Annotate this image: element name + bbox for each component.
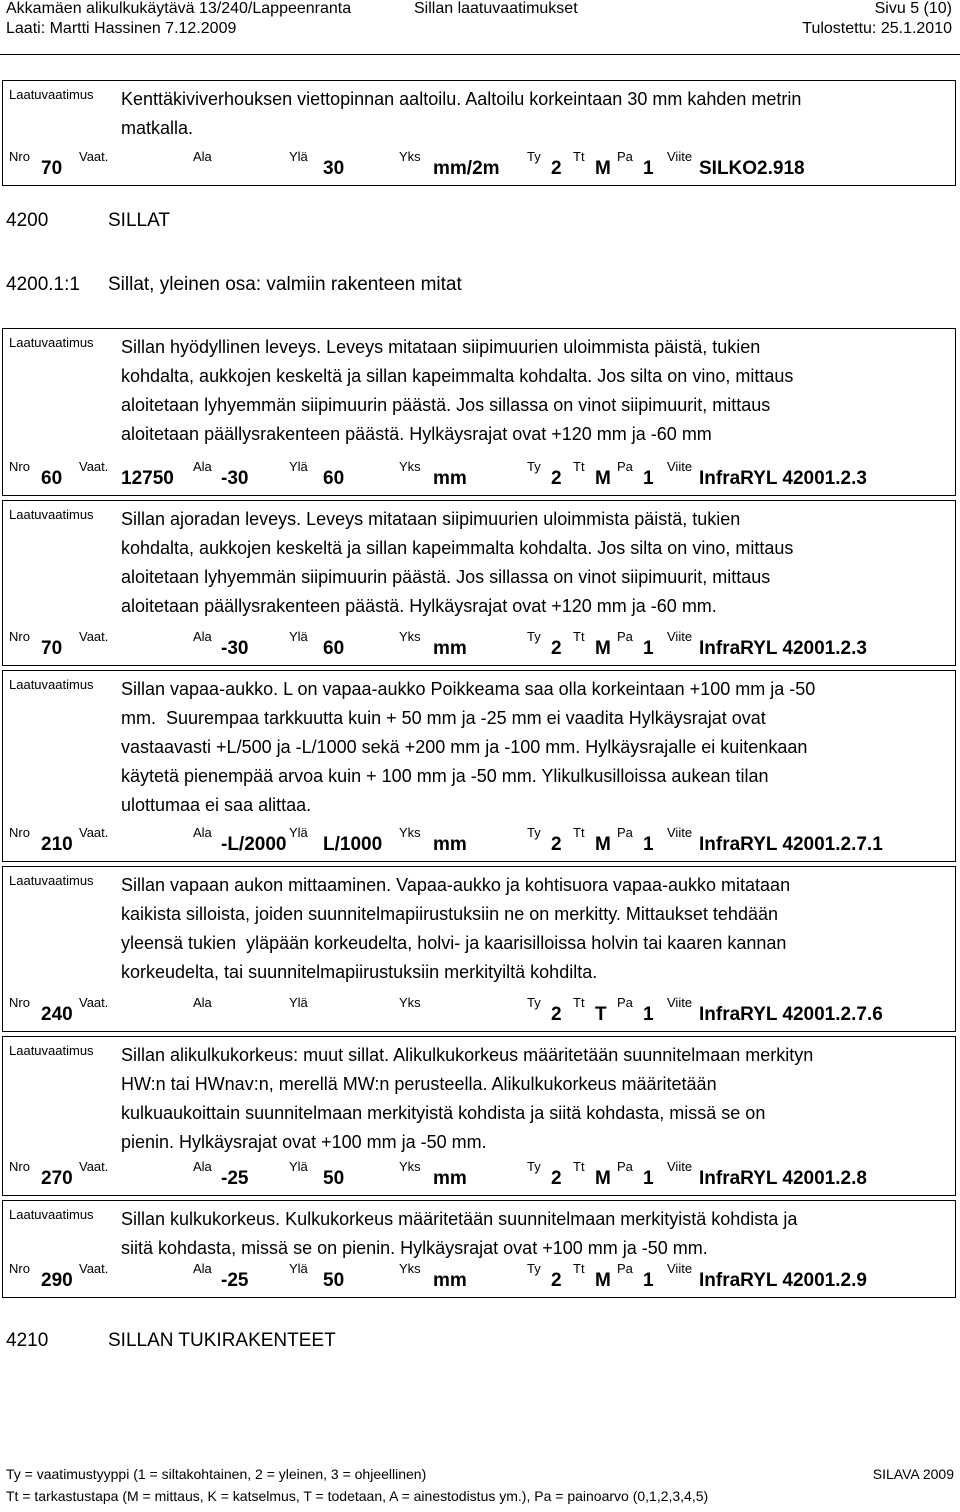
field-label-yks: Yks xyxy=(399,995,421,1010)
requirement-text xyxy=(121,85,949,143)
field-value-tt: M xyxy=(595,468,611,489)
requirement-meta-row xyxy=(3,995,955,1025)
field-value-viite: InfraRYL 42001.2.7.1 xyxy=(699,834,883,855)
field-label-yla: Ylä xyxy=(289,1159,308,1174)
requirement-label: Laatuvaatimus xyxy=(9,507,94,522)
requirement-line: aloitetaan päällysrakenteen päästä. Hylkäysrajat ovat +120 mm ja -60 mm. xyxy=(121,596,717,616)
field-value-yla: 50 xyxy=(323,1168,345,1189)
field-value-tt: M xyxy=(595,158,611,179)
field-label-yks: Yks xyxy=(399,825,421,840)
requirement-block xyxy=(2,866,956,1032)
field-label-pa: Pa xyxy=(617,629,633,644)
field-value-nro: 290 xyxy=(41,1270,73,1291)
field-label-nro: Nro xyxy=(9,149,30,164)
field-label-pa: Pa xyxy=(617,459,633,474)
field-label-vaat: Vaat. xyxy=(79,149,109,164)
field-label-yla: Ylä xyxy=(289,629,308,644)
field-value-yks: mm xyxy=(433,1270,467,1291)
field-label-yla: Ylä xyxy=(289,459,308,474)
field-value-viite: InfraRYL 42001.2.8 xyxy=(699,1168,867,1189)
field-label-yks: Yks xyxy=(399,1261,421,1276)
field-label-tt: Tt xyxy=(573,1159,585,1174)
field-value-ala: -30 xyxy=(221,638,249,659)
requirement-line: mm. Suurempaa tarkkuutta kuin + 50 mm ja -25 mm ei vaadita Hylkäysrajat ovat xyxy=(121,708,766,728)
requirement-line: pienin. Hylkäysrajat ovat +100 mm ja -50 mm. xyxy=(121,1132,487,1152)
field-label-pa: Pa xyxy=(617,1159,633,1174)
field-label-tt: Tt xyxy=(573,149,585,164)
field-label-viite: Viite xyxy=(667,629,693,644)
section-code: 4210 xyxy=(6,1330,49,1351)
field-value-viite: InfraRYL 42001.2.3 xyxy=(699,638,867,659)
field-value-ty: 2 xyxy=(551,834,562,855)
field-value-nro: 60 xyxy=(41,468,63,489)
document-title: Akkamäen alikulkukäytävä 13/240/Lappeenranta xyxy=(6,0,352,17)
field-value-yla: 50 xyxy=(323,1270,345,1291)
requirement-line: kohdalta, aukkojen keskeltä ja sillan kapeimmalta kohdalta. Jos silta on vino, mittaus xyxy=(121,538,794,558)
requirement-line: matkalla. xyxy=(121,118,194,138)
field-value-ty: 2 xyxy=(551,1004,562,1025)
requirement-line: ulottumaa ei saa alittaa. xyxy=(121,795,312,815)
field-value-tt: M xyxy=(595,1270,611,1291)
field-value-ty: 2 xyxy=(551,1168,562,1189)
field-label-ty: Ty xyxy=(527,459,541,474)
requirement-line: aloitetaan päällysrakenteen päästä. Hylkäysrajat ovat +120 mm ja -60 mm xyxy=(121,424,712,444)
field-value-ala: -30 xyxy=(221,468,249,489)
requirement-text xyxy=(121,505,949,621)
field-label-yks: Yks xyxy=(399,1159,421,1174)
field-label-nro: Nro xyxy=(9,459,30,474)
field-label-vaat: Vaat. xyxy=(79,629,109,644)
field-value-vaat: 12750 xyxy=(121,468,174,489)
field-label-vaat: Vaat. xyxy=(79,995,109,1010)
field-label-tt: Tt xyxy=(573,629,585,644)
field-label-pa: Pa xyxy=(617,1261,633,1276)
requirement-line: siitä kohdasta, missä se on pienin. Hylkäysrajat ovat +100 mm ja -50 mm. xyxy=(121,1238,708,1258)
header-rule xyxy=(0,54,960,55)
requirement-line: vastaavasti +L/500 ja -L/1000 sekä +200 mm ja -100 mm. Hylkäysrajalle ei kuitenkaan xyxy=(121,737,808,757)
requirement-block xyxy=(2,1200,956,1298)
print-date: Tulostettu: 25.1.2010 xyxy=(802,20,952,37)
requirement-line: yleensä tukien yläpään korkeudelta, holvi- ja kaarisilloissa holvin tai kaaren kannan xyxy=(121,933,787,953)
field-value-pa: 1 xyxy=(643,1004,654,1025)
field-value-yks: mm xyxy=(433,468,467,489)
requirement-line: korkeudelta, tai suunnitelmapiirustuksiin merkityiltä kohdilta. xyxy=(121,962,598,982)
field-label-ala: Ala xyxy=(193,149,212,164)
field-label-ty: Ty xyxy=(527,1261,541,1276)
field-value-viite: InfraRYL 42001.2.3 xyxy=(699,468,867,489)
field-value-yla: 60 xyxy=(323,468,345,489)
field-value-viite: SILKO2.918 xyxy=(699,158,805,179)
requirement-line: Sillan hyödyllinen leveys. Leveys mitataan siipimuurien uloimmista päistä, tukien xyxy=(121,337,761,357)
field-label-tt: Tt xyxy=(573,1261,585,1276)
field-label-yla: Ylä xyxy=(289,1261,308,1276)
footer-legend-tt: Tt = tarkastustapa (M = mittaus, K = katselmus, T = todetaan, A = ainestodistus ym.), Pa = painoarvo (0,1,2,3,4,5) xyxy=(6,1488,709,1504)
requirement-label: Laatuvaatimus xyxy=(9,677,94,692)
field-label-nro: Nro xyxy=(9,1159,30,1174)
field-label-nro: Nro xyxy=(9,995,30,1010)
requirement-block xyxy=(2,670,956,862)
section-code: 4200 xyxy=(6,210,49,231)
requirement-label: Laatuvaatimus xyxy=(9,1207,94,1222)
requirement-text xyxy=(121,333,949,449)
field-value-ala: -L/2000 xyxy=(221,834,287,855)
field-label-pa: Pa xyxy=(617,995,633,1010)
field-label-viite: Viite xyxy=(667,995,693,1010)
field-label-nro: Nro xyxy=(9,825,30,840)
field-label-nro: Nro xyxy=(9,629,30,644)
field-value-pa: 1 xyxy=(643,834,654,855)
requirement-line: aloitetaan lyhyemmän siipimuurin päästä. Jos sillassa on vinot siipimuurit, mittaus xyxy=(121,395,771,415)
field-label-ala: Ala xyxy=(193,825,212,840)
section-title: SILLAT xyxy=(108,210,170,231)
requirement-line: Sillan vapaa-aukko. L on vapaa-aukko Poikkeama saa olla korkeintaan +100 mm ja -50 xyxy=(121,679,816,699)
requirement-meta-row xyxy=(3,629,955,659)
field-label-yks: Yks xyxy=(399,629,421,644)
field-label-nro: Nro xyxy=(9,1261,30,1276)
author-info: Laati: Martti Hassinen 7.12.2009 xyxy=(6,20,237,37)
field-label-ty: Ty xyxy=(527,1159,541,1174)
field-label-ty: Ty xyxy=(527,825,541,840)
field-value-yla: 60 xyxy=(323,638,345,659)
requirement-label: Laatuvaatimus xyxy=(9,873,94,888)
field-label-tt: Tt xyxy=(573,995,585,1010)
field-value-yks: mm xyxy=(433,1168,467,1189)
field-label-yla: Ylä xyxy=(289,149,308,164)
requirement-block xyxy=(2,328,956,496)
field-value-ty: 2 xyxy=(551,158,562,179)
field-label-vaat: Vaat. xyxy=(79,1261,109,1276)
field-value-yla: L/1000 xyxy=(323,834,383,855)
requirement-line: Sillan ajoradan leveys. Leveys mitataan siipimuurien uloimmista päistä, tukien xyxy=(121,509,741,529)
requirement-block xyxy=(2,1036,956,1196)
field-label-pa: Pa xyxy=(617,149,633,164)
field-label-vaat: Vaat. xyxy=(79,825,109,840)
field-value-tt: T xyxy=(595,1004,607,1025)
field-value-yla: 30 xyxy=(323,158,345,179)
field-label-yks: Yks xyxy=(399,149,421,164)
requirement-text xyxy=(121,871,949,987)
requirement-meta-row xyxy=(3,1159,955,1189)
requirement-line: Sillan kulkukorkeus. Kulkukorkeus määritetään suunnitelmaan merkityistä kohdista ja xyxy=(121,1209,798,1229)
requirement-line: aloitetaan lyhyemmän siipimuurin päästä. Jos sillassa on vinot siipimuurit, mittaus xyxy=(121,567,771,587)
field-label-ala: Ala xyxy=(193,1261,212,1276)
requirement-block xyxy=(2,80,956,186)
field-value-nro: 210 xyxy=(41,834,73,855)
field-label-ala: Ala xyxy=(193,629,212,644)
field-label-yla: Ylä xyxy=(289,995,308,1010)
section-code: 4200.1:1 xyxy=(6,274,80,295)
field-value-ala: -25 xyxy=(221,1270,249,1291)
requirement-label: Laatuvaatimus xyxy=(9,335,94,350)
requirement-meta-row xyxy=(3,149,955,179)
section-title: SILLAN TUKIRAKENTEET xyxy=(108,1330,336,1351)
field-value-tt: M xyxy=(595,834,611,855)
field-label-viite: Viite xyxy=(667,1159,693,1174)
field-label-vaat: Vaat. xyxy=(79,1159,109,1174)
section-title: Sillat, yleinen osa: valmiin rakenteen mitat xyxy=(108,274,462,295)
field-value-viite: InfraRYL 42001.2.9 xyxy=(699,1270,867,1291)
field-label-viite: Viite xyxy=(667,149,693,164)
field-label-viite: Viite xyxy=(667,459,693,474)
requirement-line: Kenttäkiviverhouksen viettopinnan aaltoilu. Aaltoilu korkeintaan 30 mm kahden metrin xyxy=(121,89,802,109)
field-value-nro: 70 xyxy=(41,158,63,179)
field-value-nro: 70 xyxy=(41,638,63,659)
requirement-line: HW:n tai HWnav:n, merellä MW:n perusteella. Alikulkukorkeus määritetään xyxy=(121,1074,717,1094)
field-label-ty: Ty xyxy=(527,629,541,644)
requirement-line: kulkuaukoittain suunnitelmaan merkityistä kohdista ja siitä kohdasta, missä se on xyxy=(121,1103,766,1123)
requirement-line: Sillan alikulkukorkeus: muut sillat. Alikulkukorkeus määritetään suunnitelmaan merkityn xyxy=(121,1045,814,1065)
field-value-pa: 1 xyxy=(643,158,654,179)
field-value-ty: 2 xyxy=(551,468,562,489)
field-label-ala: Ala xyxy=(193,1159,212,1174)
field-value-nro: 240 xyxy=(41,1004,73,1025)
field-value-ty: 2 xyxy=(551,1270,562,1291)
field-label-ty: Ty xyxy=(527,995,541,1010)
requirement-text xyxy=(121,1041,949,1157)
requirement-text xyxy=(121,675,949,820)
field-label-yks: Yks xyxy=(399,459,421,474)
requirement-block xyxy=(2,500,956,666)
field-label-vaat: Vaat. xyxy=(79,459,109,474)
field-label-tt: Tt xyxy=(573,459,585,474)
requirement-label: Laatuvaatimus xyxy=(9,1043,94,1058)
field-label-ala: Ala xyxy=(193,995,212,1010)
page-footer xyxy=(6,1466,954,1510)
field-value-tt: M xyxy=(595,1168,611,1189)
field-label-ala: Ala xyxy=(193,459,212,474)
field-label-viite: Viite xyxy=(667,1261,693,1276)
field-label-ty: Ty xyxy=(527,149,541,164)
page-header xyxy=(6,0,952,40)
field-value-nro: 270 xyxy=(41,1168,73,1189)
field-value-yks: mm xyxy=(433,834,467,855)
field-label-yla: Ylä xyxy=(289,825,308,840)
field-value-pa: 1 xyxy=(643,1168,654,1189)
field-value-pa: 1 xyxy=(643,638,654,659)
field-value-pa: 1 xyxy=(643,468,654,489)
requirement-line: käytetä pienempää arvoa kuin + 100 mm ja -50 mm. Ylikulkusilloissa aukean tilan xyxy=(121,766,769,786)
field-value-tt: M xyxy=(595,638,611,659)
document-subtitle: Sillan laatuvaatimukset xyxy=(414,0,578,17)
field-label-viite: Viite xyxy=(667,825,693,840)
requirement-text xyxy=(121,1205,949,1263)
footer-brand: SILAVA 2009 xyxy=(872,1466,954,1482)
field-label-tt: Tt xyxy=(573,825,585,840)
field-label-pa: Pa xyxy=(617,825,633,840)
field-value-viite: InfraRYL 42001.2.7.6 xyxy=(699,1004,883,1025)
requirement-meta-row xyxy=(3,825,955,855)
field-value-yks: mm/2m xyxy=(433,158,500,179)
field-value-ty: 2 xyxy=(551,638,562,659)
requirement-label: Laatuvaatimus xyxy=(9,87,94,102)
page-number: Sivu 5 (10) xyxy=(874,0,952,17)
requirement-line: kohdalta, aukkojen keskeltä ja sillan kapeimmalta kohdalta. Jos silta on vino, mittaus xyxy=(121,366,794,386)
requirement-line: kaikista silloista, joiden suunnitelmapiirustuksiin ne on merkitty. Mittaukset tehdään xyxy=(121,904,778,924)
requirement-meta-row xyxy=(3,459,955,489)
field-value-ala: -25 xyxy=(221,1168,249,1189)
footer-legend-ty: Ty = vaatimustyyppi (1 = siltakohtainen, 2 = yleinen, 3 = ohjeellinen) xyxy=(6,1466,427,1482)
field-value-yks: mm xyxy=(433,638,467,659)
field-value-pa: 1 xyxy=(643,1270,654,1291)
requirement-line: Sillan vapaan aukon mittaaminen. Vapaa-aukko ja kohtisuora vapaa-aukko mitataan xyxy=(121,875,791,895)
requirement-meta-row xyxy=(3,1261,955,1291)
